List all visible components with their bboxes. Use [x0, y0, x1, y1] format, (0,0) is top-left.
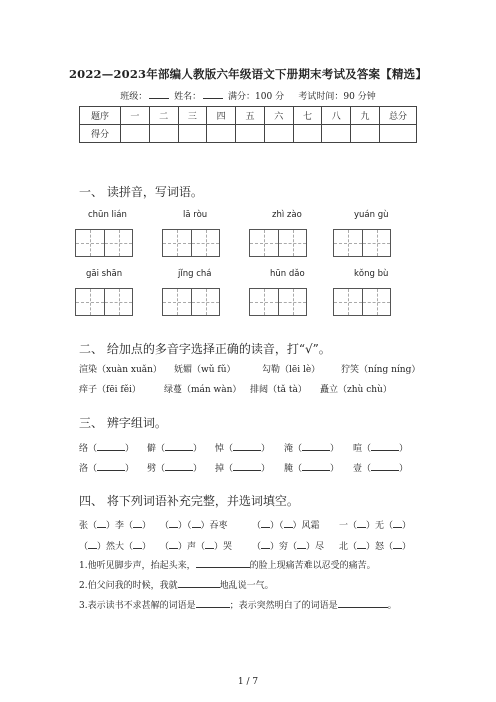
header-cell: 一	[121, 107, 150, 125]
header-cell: 九	[351, 107, 380, 125]
grid-cell[interactable]	[191, 289, 219, 315]
paren: ）	[399, 464, 409, 474]
paren: ）	[399, 444, 409, 454]
score-cell[interactable]	[178, 125, 207, 143]
idiom-blank[interactable]	[357, 539, 366, 549]
idiom-text: 张（	[79, 521, 98, 531]
idiom-text: 一（	[339, 521, 358, 531]
pinyin: zhì zào	[272, 210, 302, 220]
idiom-blank[interactable]	[88, 539, 97, 549]
idiom-item	[252, 539, 324, 552]
grid-cell[interactable]	[334, 230, 362, 256]
writing-grid[interactable]	[333, 288, 391, 316]
pinyin: yuán gù	[354, 210, 389, 220]
page-title: 2022—2023年部编人教版六年级语文下册期末考试及答案【精选】	[68, 67, 428, 81]
idiom-text: ）	[402, 521, 412, 531]
answer-blank[interactable]	[165, 461, 193, 471]
name-blank[interactable]	[203, 89, 223, 99]
name-label: 姓名：	[174, 92, 202, 102]
answer-blank[interactable]	[371, 441, 399, 451]
grid-cell[interactable]	[250, 289, 278, 315]
polyphone-item: 排闼（tǎ tà）	[250, 385, 307, 395]
idiom-text: ）（	[270, 521, 284, 531]
grid-cell[interactable]	[191, 230, 219, 256]
idiom-blank[interactable]	[97, 518, 106, 528]
answer-blank[interactable]	[302, 441, 330, 451]
idiom-text: ）哭	[214, 542, 233, 552]
idiom-text: （	[252, 542, 262, 552]
word-item	[353, 461, 408, 474]
score-cell[interactable]	[293, 125, 322, 143]
paren: ）	[261, 464, 271, 474]
section-3-heading: 三、 辨字组词。	[79, 416, 167, 430]
idiom-blank[interactable]	[297, 539, 306, 549]
score-cell[interactable]	[149, 125, 178, 143]
header-cell: 总分	[380, 107, 417, 125]
idiom-text: （	[252, 521, 262, 531]
char: 腌（	[284, 464, 303, 474]
word-item	[215, 441, 270, 454]
idiom-text: ）然大（	[97, 542, 134, 552]
word-item	[215, 461, 270, 474]
char: 喧（	[353, 444, 372, 454]
answer-blank[interactable]	[233, 461, 261, 471]
word-item	[79, 461, 134, 474]
polyphone-item: 渲染（xuàn xuǎn）	[79, 365, 162, 375]
idiom-text: ）风霜	[292, 521, 320, 531]
char: 洛（	[79, 464, 98, 474]
header-cell: 二	[149, 107, 178, 125]
pinyin: chūn lián	[88, 210, 127, 220]
section-2-heading: 二、 给加点的多音字选择正确的读音，打“√”。	[79, 342, 331, 356]
header-cell: 八	[322, 107, 351, 125]
paren: ）	[193, 444, 203, 454]
idiom-text: ）	[402, 542, 412, 552]
idiom-text: ）怒（	[366, 542, 394, 552]
paren: ）	[330, 464, 340, 474]
writing-grid[interactable]	[162, 229, 220, 257]
header-cell: 题序	[80, 107, 121, 125]
header-cell: 四	[207, 107, 236, 125]
polyphone-item: 绿蔓（mán wàn）	[164, 385, 242, 395]
idiom-item	[252, 518, 320, 531]
header-cell: 三	[178, 107, 207, 125]
answer-blank[interactable]	[371, 461, 399, 471]
answer-blank[interactable]	[302, 461, 330, 471]
section-1-heading: 一、 读拼音，写词语。	[79, 185, 203, 199]
writing-grid[interactable]	[249, 288, 307, 316]
grid-cell[interactable]	[334, 289, 362, 315]
idiom-text: （	[79, 542, 89, 552]
idiom-text: 北（	[339, 542, 358, 552]
idiom-text: ）声（	[178, 542, 206, 552]
idiom-text: ）（	[178, 521, 192, 531]
word-item	[147, 461, 202, 474]
class-blank[interactable]	[149, 89, 169, 99]
idiom-blank[interactable]	[284, 518, 293, 528]
score-cell[interactable]	[322, 125, 351, 143]
idiom-text: ）李（	[106, 521, 134, 531]
idiom-text: ）穷（	[270, 542, 298, 552]
score-row-label: 得分	[80, 125, 121, 143]
header-cell: 六	[264, 107, 293, 125]
word-item	[284, 441, 339, 454]
grid-cell[interactable]	[362, 289, 390, 315]
score-table-score-row	[80, 125, 417, 143]
writing-grid[interactable]	[75, 288, 133, 316]
paren: ）	[193, 464, 203, 474]
exam-info	[0, 89, 496, 102]
idiom-blank[interactable]	[393, 539, 402, 549]
idiom-text: （	[160, 542, 170, 552]
grid-cell[interactable]	[278, 289, 306, 315]
paren: ）	[261, 444, 271, 454]
grid-cell[interactable]	[104, 289, 132, 315]
grid-cell[interactable]	[278, 230, 306, 256]
idiom-blank[interactable]	[133, 518, 142, 528]
sentence-blank[interactable]	[178, 578, 220, 588]
idiom-blank[interactable]	[133, 539, 142, 549]
pinyin: lā ròu	[183, 210, 208, 220]
writing-grid[interactable]	[162, 288, 220, 316]
char: 络（	[79, 444, 98, 454]
score-table-header-row	[80, 107, 417, 125]
grid-cell[interactable]	[76, 230, 104, 256]
paren: ）	[330, 444, 340, 454]
word-item	[284, 461, 339, 474]
polyphone-item: 矗立（zhù chù）	[320, 385, 392, 395]
sentence-text: ；表示突然明白了的词语是	[229, 601, 338, 611]
pinyin: hūn dǎo	[270, 269, 305, 279]
fill-sentence-3	[79, 598, 397, 611]
pinyin: kǒng bù	[354, 269, 389, 279]
score-cell[interactable]	[264, 125, 293, 143]
writing-grid[interactable]	[333, 229, 391, 257]
idiom-text: ）尽	[306, 542, 325, 552]
grid-cell[interactable]	[104, 230, 132, 256]
pinyin: jǐng chá	[178, 269, 212, 279]
header-cell: 五	[236, 107, 265, 125]
page-number: 1 / 7	[237, 677, 259, 687]
char: 悼（	[215, 444, 234, 454]
sentence-text: 3.表示读书不求甚解的词语是	[79, 601, 196, 611]
pinyin: gāi shān	[86, 269, 123, 279]
idiom-item	[339, 539, 411, 552]
grid-cell[interactable]	[76, 289, 104, 315]
idiom-text: （	[160, 521, 170, 531]
idiom-item	[79, 518, 151, 531]
sentence-text: 2.伯父问我的时候，我就	[79, 581, 178, 591]
answer-blank[interactable]	[165, 441, 193, 451]
idiom-blank[interactable]	[357, 518, 366, 528]
polyphone-item: 勾勒（lēi lè）	[262, 365, 321, 375]
fill-sentence-1	[79, 558, 376, 571]
sentence-blank[interactable]	[196, 558, 250, 568]
idiom-item	[160, 539, 232, 552]
exam-time: 考试时间：90 分钟	[298, 92, 376, 102]
idiom-blank[interactable]	[261, 539, 270, 549]
class-label: 班级：	[120, 92, 148, 102]
idiom-blank[interactable]	[169, 518, 178, 528]
char: 淹（	[284, 444, 303, 454]
score-cell[interactable]	[207, 125, 236, 143]
grid-cell[interactable]	[250, 230, 278, 256]
idiom-item	[160, 518, 228, 531]
idiom-text: ）无（	[366, 521, 394, 531]
answer-blank[interactable]	[97, 441, 125, 451]
idiom-blank[interactable]	[261, 518, 270, 528]
grid-cell[interactable]	[163, 230, 191, 256]
word-item	[147, 441, 202, 454]
char: 劈（	[147, 464, 166, 474]
word-item	[79, 441, 134, 454]
sentence-text: 的脸上现痛苦难以忍受的痛苦。	[249, 561, 376, 571]
full-score: 满分：100 分	[228, 92, 285, 102]
idiom-blank[interactable]	[192, 518, 201, 528]
sentence-text: 1.他听见脚步声，抬起头来，	[79, 561, 196, 571]
sentence-text: 。	[387, 601, 397, 611]
score-cell[interactable]	[351, 125, 380, 143]
grid-cell[interactable]	[163, 289, 191, 315]
writing-grid[interactable]	[249, 229, 307, 257]
score-cell[interactable]	[236, 125, 265, 143]
answer-blank[interactable]	[97, 461, 125, 471]
char: 掉（	[215, 464, 234, 474]
paren: ）	[125, 444, 135, 454]
word-item	[353, 441, 408, 454]
fill-sentence-2	[79, 578, 274, 591]
idiom-text: ）	[142, 521, 152, 531]
idiom-item	[339, 518, 411, 531]
sentence-blank[interactable]	[338, 598, 388, 608]
polyphone-item: 狞笑（níng níng）	[341, 365, 421, 375]
idiom-blank[interactable]	[393, 518, 402, 528]
sentence-text: 地乱说一气。	[219, 581, 274, 591]
char: 壹（	[353, 464, 372, 474]
score-cell[interactable]	[121, 125, 150, 143]
idiom-text: ）吞枣	[200, 521, 228, 531]
idiom-item	[79, 539, 151, 552]
idiom-blank[interactable]	[169, 539, 178, 549]
sentence-blank[interactable]	[196, 598, 230, 608]
section-4-heading: 四、 将下列词语补充完整，并选词填空。	[79, 494, 299, 508]
answer-blank[interactable]	[233, 441, 261, 451]
grid-cell[interactable]	[362, 230, 390, 256]
score-cell[interactable]	[380, 125, 417, 143]
writing-grid[interactable]	[75, 229, 133, 257]
idiom-text: ）	[142, 542, 152, 552]
char: 僻（	[147, 444, 166, 454]
header-cell: 七	[293, 107, 322, 125]
score-table	[79, 106, 417, 143]
polyphone-item: 痒子（fēi fěi）	[79, 385, 141, 395]
polyphone-item: 妩媚（wǔ fǔ）	[174, 365, 236, 375]
idiom-blank[interactable]	[205, 539, 214, 549]
paren: ）	[125, 464, 135, 474]
